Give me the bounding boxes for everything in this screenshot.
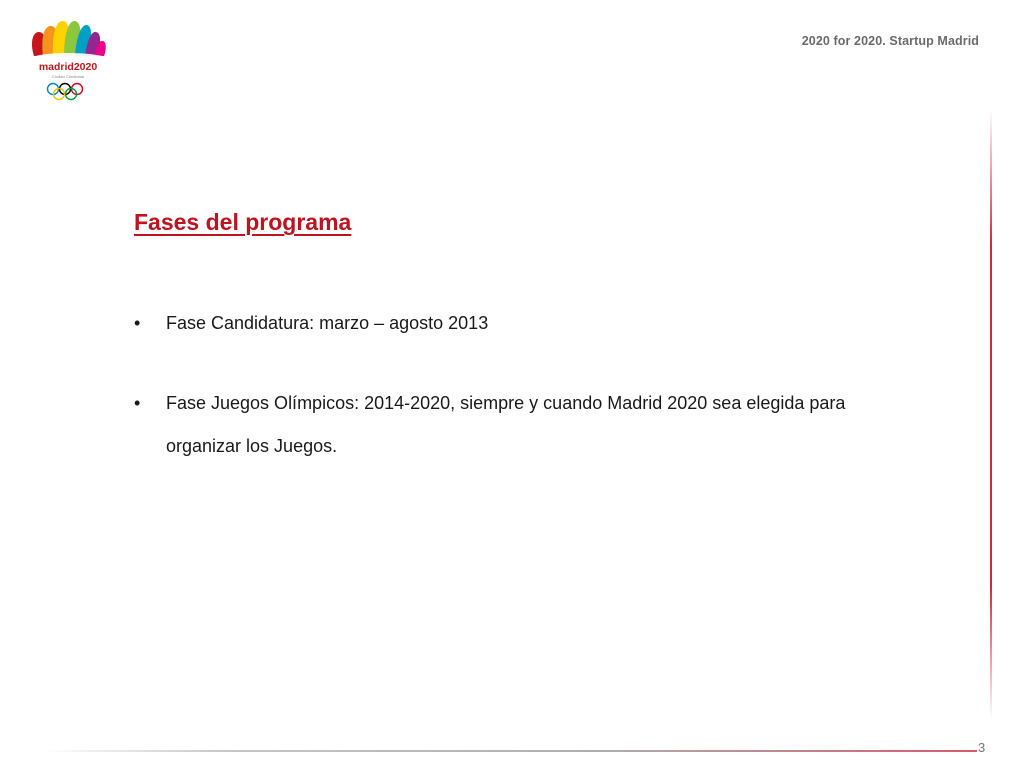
bullet-item (134, 382, 914, 468)
bottom-divider (42, 750, 977, 752)
bullet-text: Fase Candidatura: marzo – agosto 2013 (166, 313, 489, 333)
hand-petals-icon (32, 21, 106, 59)
madrid2020-logo-graphic (28, 18, 108, 106)
bullet-item (134, 302, 914, 345)
bullet-list (134, 302, 914, 505)
madrid2020-logo (28, 18, 108, 106)
header-title: 2020 for 2020. Startup Madrid (801, 34, 979, 48)
right-divider (990, 110, 992, 720)
bullet-marker: • (134, 393, 141, 413)
section-title: Fases del programa (134, 209, 352, 235)
bullet-marker: • (134, 313, 141, 333)
logo-wordmark: madrid2020 (38, 61, 98, 73)
page-number: 3 (978, 740, 986, 755)
olympic-rings-icon (48, 84, 83, 100)
logo-tagline: Ciudad Candidata (51, 74, 85, 79)
bullet-text: Fase Juegos Olímpicos: 2014-2020, siempre y cuando Madrid 2020 sea elegida para organizar los Juegos. (166, 393, 846, 456)
